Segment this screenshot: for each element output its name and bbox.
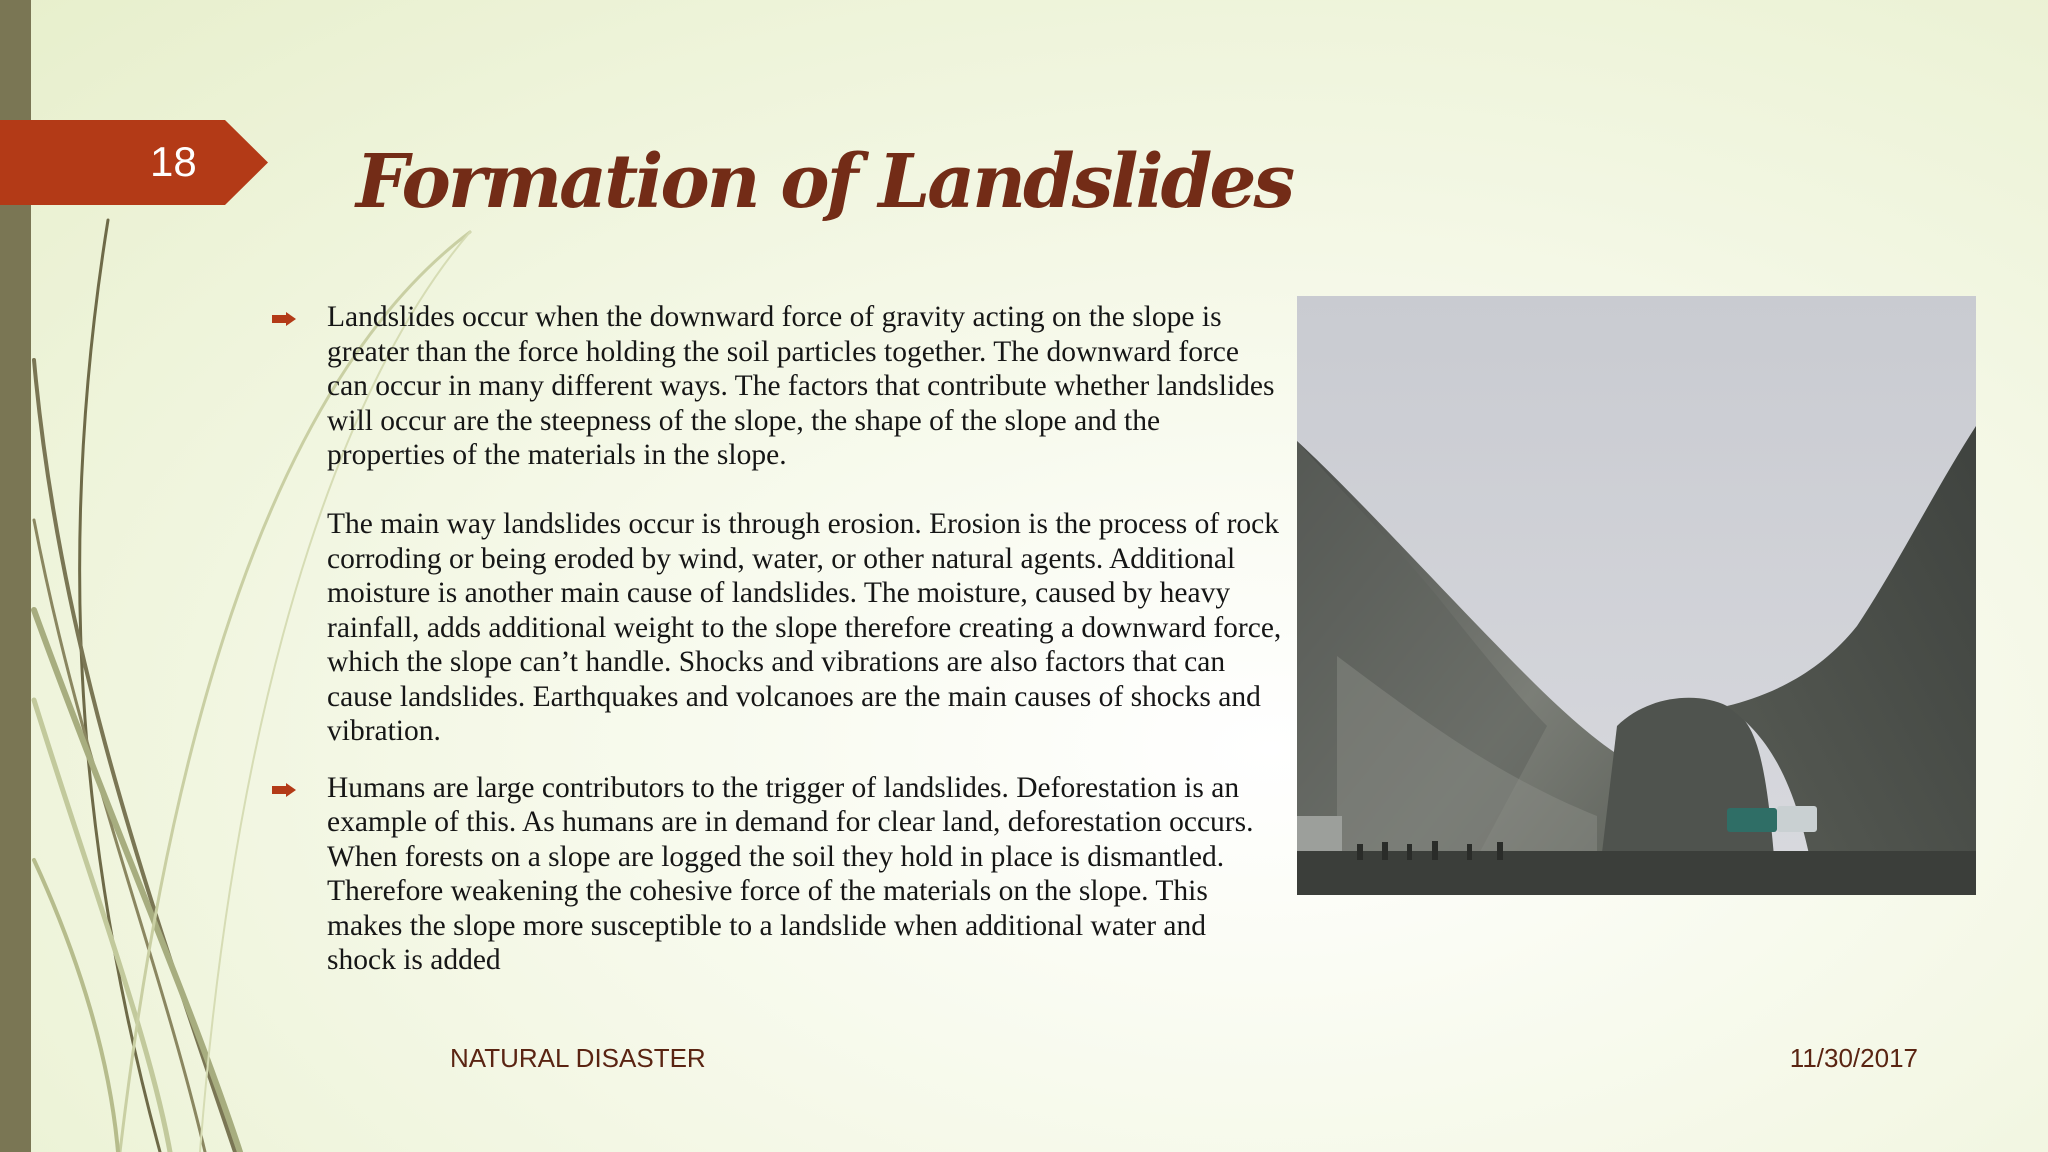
bullet-item [262,771,1282,978]
bullet-paragraph: Humans are large contributors to the trigger of landslides. Deforestation is an example of this. As humans are in demand for clear land, deforestation occurs. When forests on a slope are logged the soil they hold in place is dismantled. Therefore weakening the cohesive force of the materials on the slope. This makes the slope more susceptible to a landslide when additional water and shock is added [327,771,1254,976]
slide-body [262,300,1282,978]
landslide-photo [1297,296,1976,895]
footer-date: 11/30/2017 [1789,1043,1918,1073]
paragraph-spacer [327,473,1282,508]
slide-number-tab [0,120,268,205]
right-arrow-bullet-icon [272,783,296,797]
footer-text: NATURAL DISASTER [450,1043,706,1073]
slide-number: 18 [150,138,197,185]
bullet-item [262,300,1282,749]
bullet-paragraph: Landslides occur when the downward force of gravity acting on the slope is greater than the force holding the soil particles together. The downward force can occur in many different ways. The factors that contribute whether landslides will occur are the steepness of the slope, the shape of the slope and the properties of the materials in the slope. [327,301,1275,471]
bullet-paragraph: The main way landslides occur is through erosion. Erosion is the process of rock corroding or being eroded by wind, water, or other natural agents. Additional moisture is another main cause of landslides. The moisture, caused by heavy rainfall, adds additional weight to the slope therefore creating a downward force, which the slope can’t handle. Shocks and vibrations are also factors that can cause landslides. Earthquakes and volcanoes are the main causes of shocks and vibration. [327,508,1282,747]
slide-title: Formation of Landslides [356,139,1293,225]
right-arrow-bullet-icon [272,312,296,326]
